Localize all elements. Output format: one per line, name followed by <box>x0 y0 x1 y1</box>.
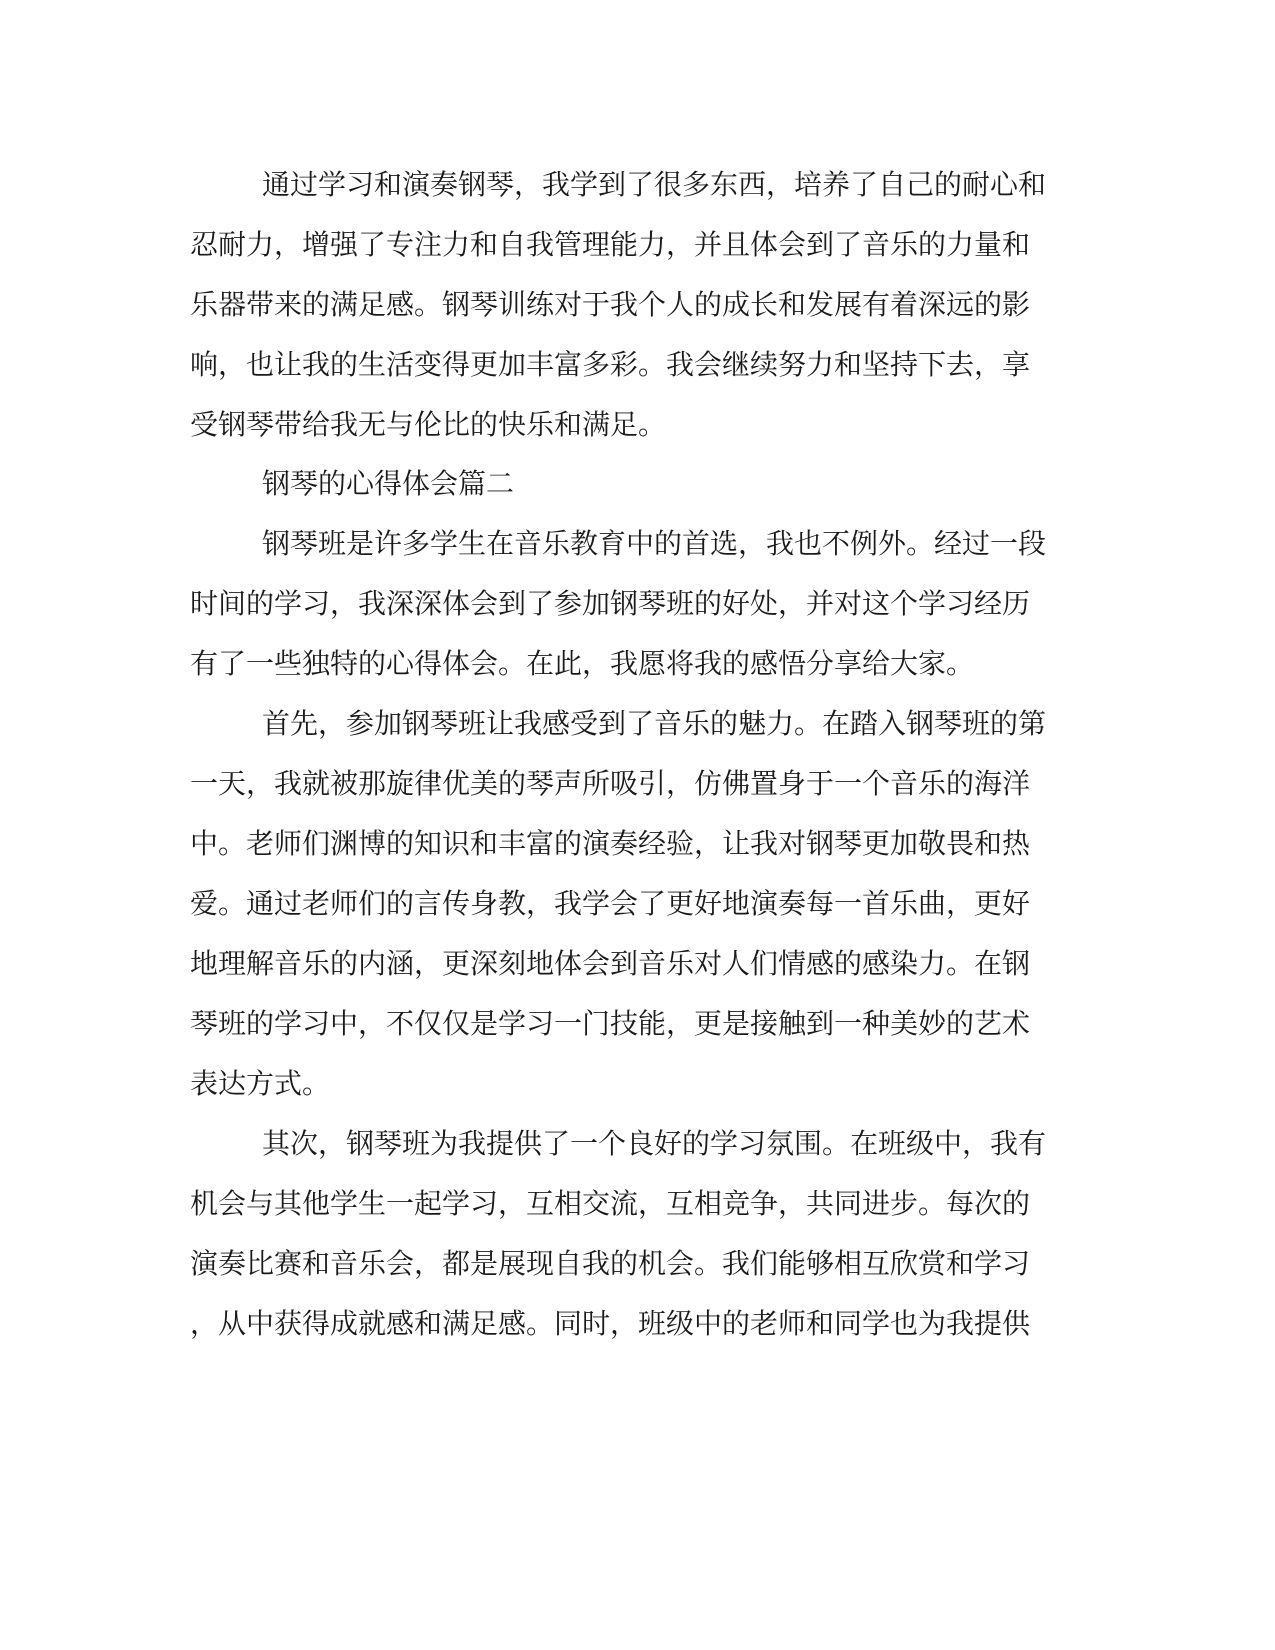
paragraph-1-line-2: 忍耐力，增强了专注力和自我管理能力，并且体会到了音乐的力量和 <box>190 228 1031 261</box>
paragraph-4-line-4: ，从中获得成就感和满足感。同时，班级中的老师和同学也为我提供 <box>190 1307 1031 1340</box>
paragraph-1-line-5: 受钢琴带给我无与伦比的快乐和满足。 <box>190 408 667 441</box>
section-heading: 钢琴的心得体会篇二 <box>262 467 515 500</box>
paragraph-2-line-3: 有了一些独特的心得体会。在此，我愿将我的感悟分享给大家。 <box>190 647 975 680</box>
paragraph-3-line-6: 琴班的学习中，不仅仅是学习一门技能，更是接触到一种美妙的艺术 <box>190 1007 1031 1040</box>
paragraph-2-line-2: 时间的学习，我深深体会到了参加钢琴班的好处，并对这个学习经历 <box>190 587 1031 620</box>
paragraph-4-line-3: 演奏比赛和音乐会，都是展现自我的机会。我们能够相互欣赏和学习 <box>190 1247 1031 1280</box>
paragraph-3-line-1: 首先，参加钢琴班让我感受到了音乐的魅力。在踏入钢琴班的第 <box>262 707 1047 740</box>
paragraph-3-line-3: 中。老师们渊博的知识和丰富的演奏经验，让我对钢琴更加敬畏和热 <box>190 827 1031 860</box>
paragraph-3-line-5: 地理解音乐的内涵，更深刻地体会到音乐对人们情感的感染力。在钢 <box>190 947 1031 980</box>
paragraph-3-line-4: 爱。通过老师们的言传身教，我学会了更好地演奏每一首乐曲，更好 <box>190 887 1031 920</box>
paragraph-4-line-2: 机会与其他学生一起学习，互相交流，互相竞争，共同进步。每次的 <box>190 1187 1031 1220</box>
paragraph-3-line-2: 一天，我就被那旋律优美的琴声所吸引，仿佛置身于一个音乐的海洋 <box>190 767 1031 800</box>
paragraph-2-line-1: 钢琴班是许多学生在音乐教育中的首选，我也不例外。经过一段 <box>262 527 1047 560</box>
paragraph-1-line-3: 乐器带来的满足感。钢琴训练对于我个人的成长和发展有着深远的影 <box>190 288 1031 321</box>
paragraph-3-line-7: 表达方式。 <box>190 1067 331 1100</box>
paragraph-4-line-1: 其次，钢琴班为我提供了一个良好的学习氛围。在班级中，我有 <box>262 1127 1047 1160</box>
paragraph-1-line-4: 响，也让我的生活变得更加丰富多彩。我会继续努力和坚持下去，享 <box>190 348 1031 381</box>
paragraph-1-line-1: 通过学习和演奏钢琴，我学到了很多东西，培养了自己的耐心和 <box>262 168 1047 201</box>
